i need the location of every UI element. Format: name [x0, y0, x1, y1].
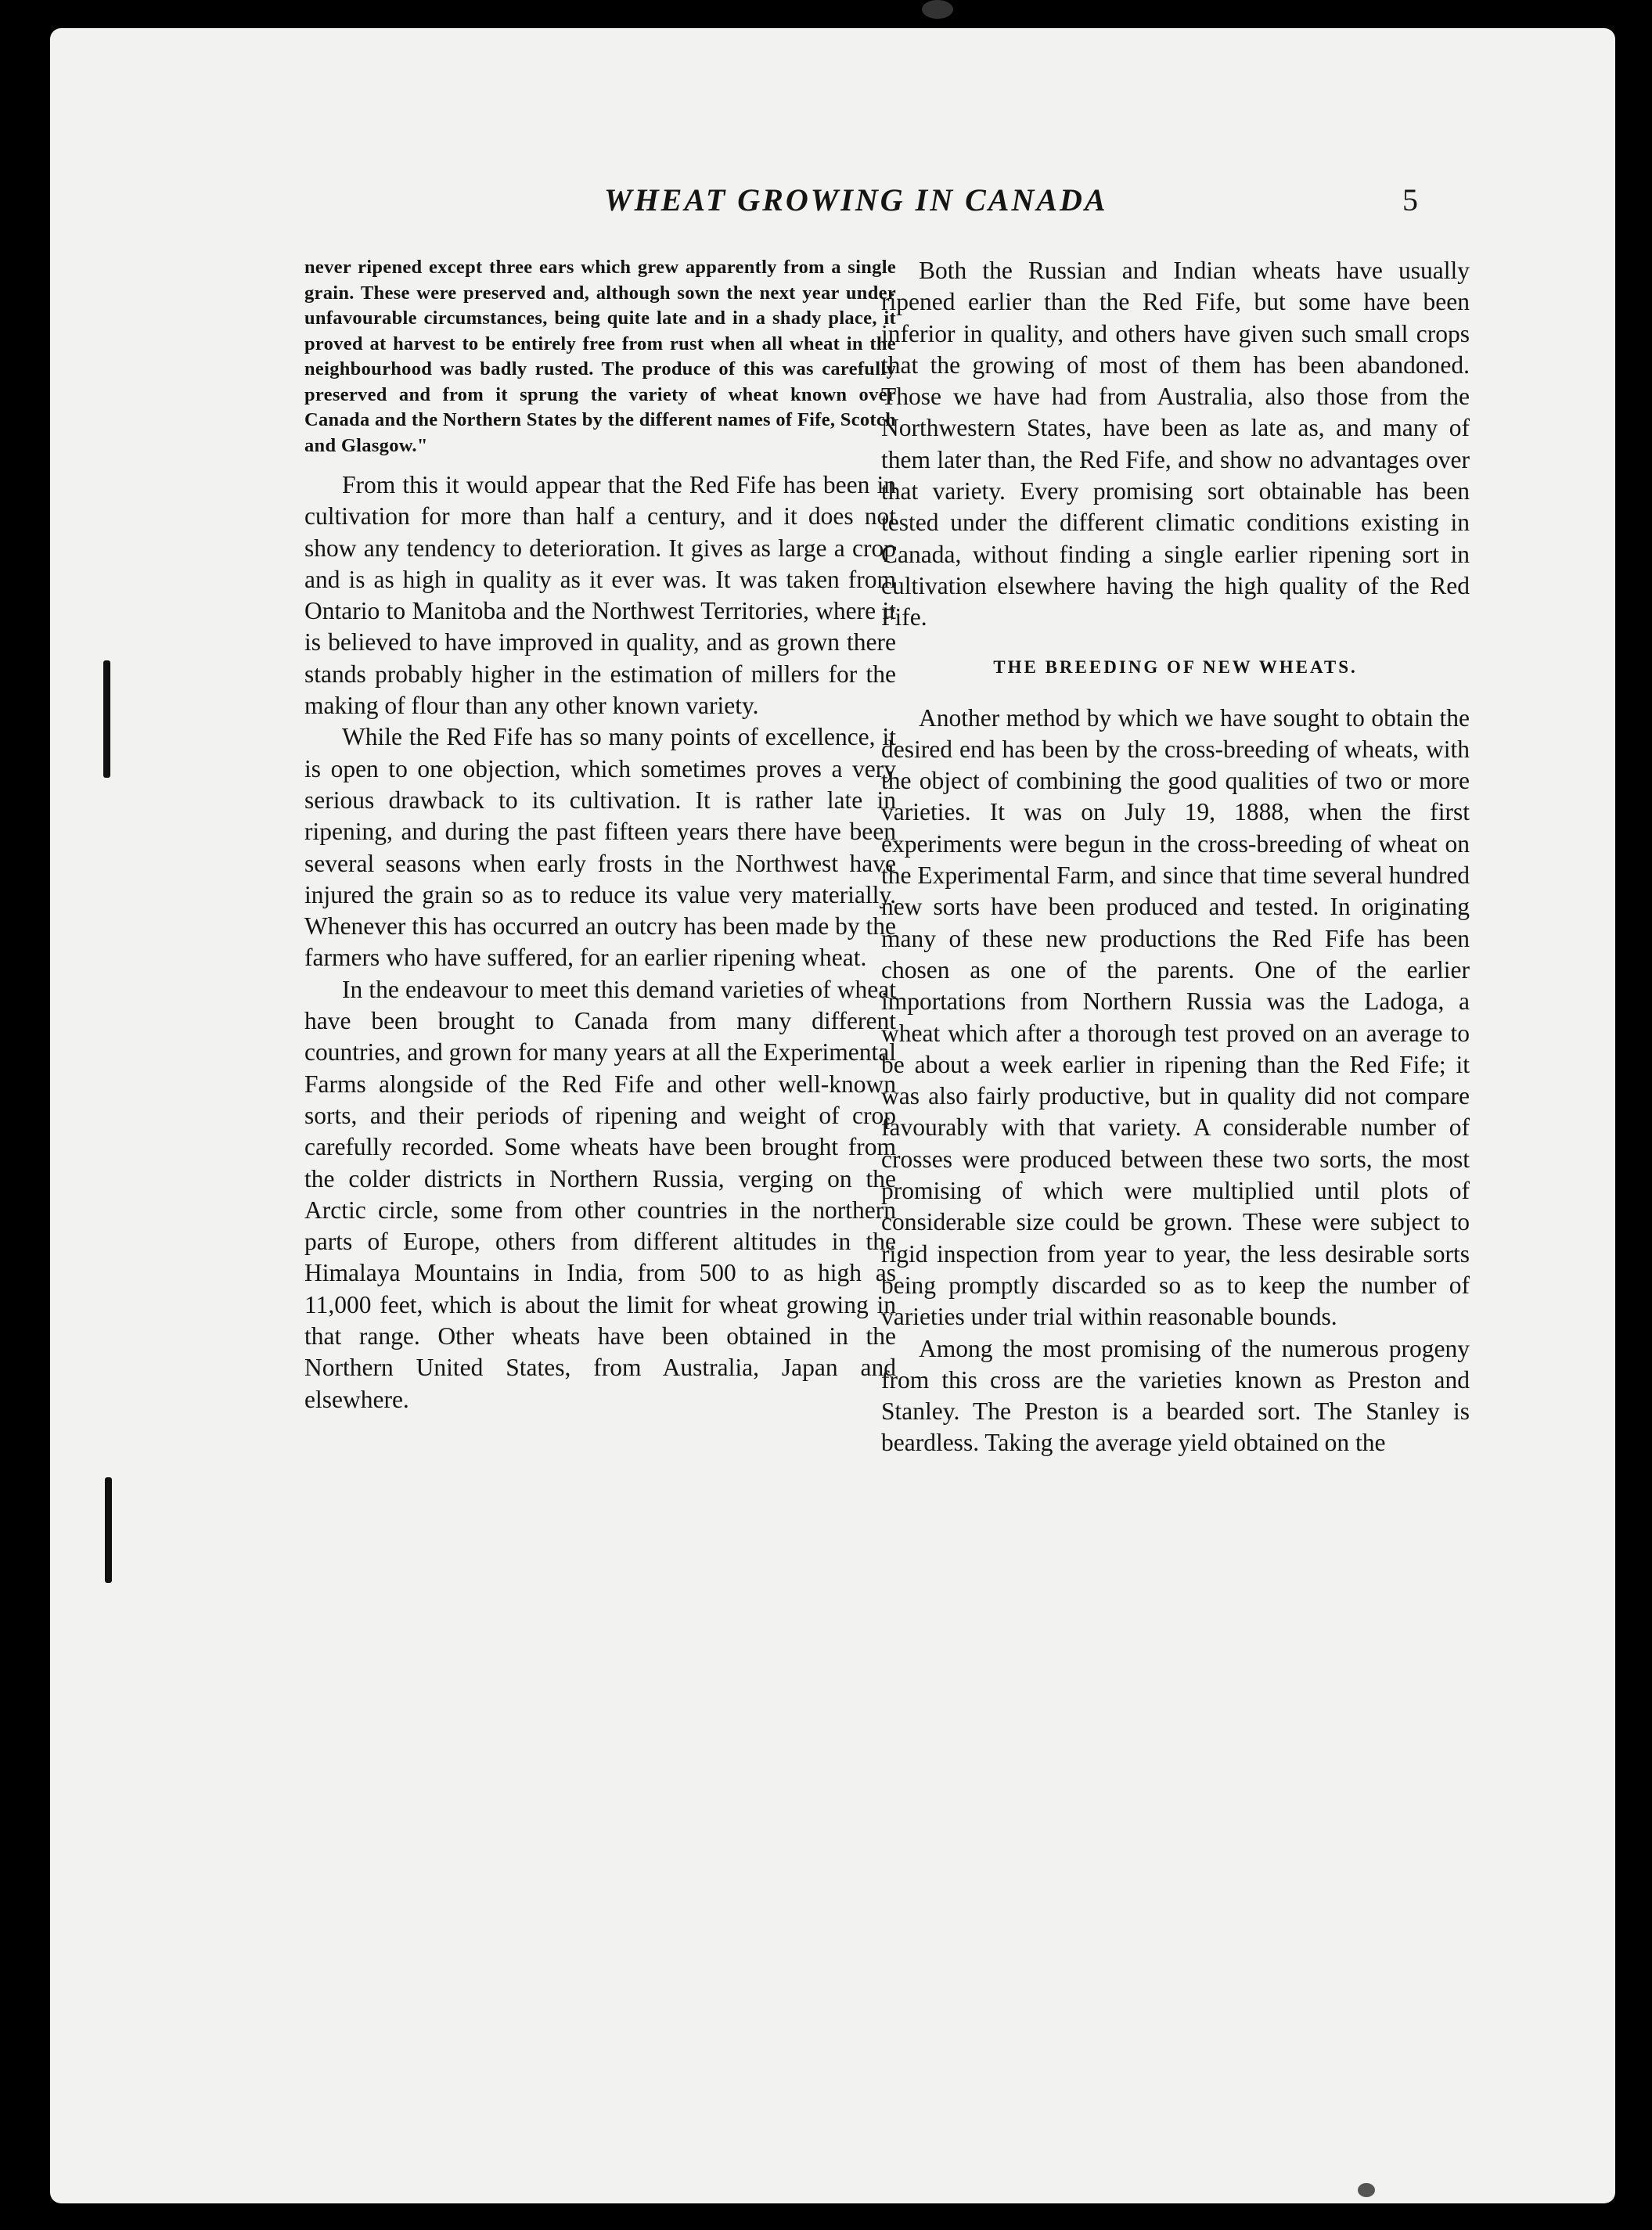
page-header — [50, 182, 1615, 228]
running-title: WHEAT GROWING IN CANADA — [604, 182, 1108, 218]
scan-artifact — [1358, 2183, 1375, 2197]
right-column — [881, 255, 1470, 1459]
paragraph: Another method by which we have sought to obtain the desired end has been by the cross-breeding of wheats, with the object of combining the good qualities of two or more varieties. It was on July 19, 1888, when the first experiments were begun in the cross-breeding of wheat on the Experimental Farm, and since that time several hundred new sorts have been produced and tested. In originating many of these new productions the Red Fife has been chosen as one of the parents. One of the earlier importations from Northern Russia was the Ladoga, a wheat which after a thorough test proved on an average to be about a week earlier in ripening than the Red Fife; it was also fairly productive, but in quality did not compare favourably with that variety. A considerable number of crosses were produced between these two sorts, the most promising of which were multiplied until plots of considerable size could be grown. These were subject to rigid inspection from year to year, the less desirable sorts being promptly discarded so as to keep the number of varieties under trial within reasonable bounds. — [881, 703, 1470, 1331]
paragraph: In the endeavour to meet this demand varieties of wheat have been brought to Canada from many different countries, and grown for many years at all the Experimental Farms alongside of the Red Fife and other well-known sorts, and their periods of ripening and weight of crop carefully recorded. Some wheats have been brought from the colder districts in Northern Russia, verging on the Arctic circle, some from other countries in the northern parts of Europe, others from different altitudes in the Himalaya Mountains in India, from 500 to as high as 11,000 feet, which is about the limit for wheat growing in that range. Other wheats have been obtained in the Northern United States, from Australia, Japan and elsewhere. — [304, 975, 896, 1413]
paragraph: From this it would appear that the Red Fife has been in cultivation for more than half a century, and it does not show any tendency to deterioration. It gives as large a crop and is as high in quality as it ever was. It was taken from Ontario to Manitoba and the Northwest Territories, where it is believed to have improved in quality, and as grown there stands probably higher in the estimation of millers for the making of flour than any other known variety. — [304, 471, 896, 720]
quoted-passage: never ripened except three ears which grew apparently from a single grain. These were preserved and, although sown the next year under unfavourable circumstances, being quite late and in a shady place, it proved at harvest to be entirely free from rust when all wheat in the neighbourhood was badly rusted. The produce of this was carefully preserved and from it sprung the variety of wheat known over Canada and the Northern States by the different names of Fife, Scotch and Glasgow." — [304, 257, 896, 456]
left-column — [304, 255, 896, 1415]
paragraph: Among the most promising of the numerous progeny from this cross are the varieties known as Preston and Stanley. The Preston is a bearded sort. The Stanley is beardless. Taking the average yield obtained on the — [881, 1334, 1470, 1457]
section-heading: THE BREEDING OF NEW WHEATS. — [993, 656, 1358, 677]
scanned-page — [50, 28, 1615, 2203]
scan-margin-mark — [105, 1477, 112, 1583]
scan-artifact — [922, 0, 953, 19]
page-number: 5 — [1402, 182, 1418, 218]
paragraph: While the Red Fife has so many points of excellence, it is open to one objection, which sometimes proves a very serious drawback to its cultivation. It is rather late in ripening, and during the past fifteen years there have been several seasons when early frosts in the Northwest have injured the grain so as to reduce its value very materially. Whenever this has occurred an outcry has been made by the farmers who have suffered, for an earlier ripening wheat. — [304, 723, 896, 972]
paragraph: Both the Russian and Indian wheats have usually ripened earlier than the Red Fife, but some have been inferior in quality, and others have given such small crops that the growing of most of them has been abandoned. Those we have had from Australia, also those from the Northwestern States, have been as late as, and many of them later than, the Red Fife, and show no advantages over that variety. Every promising sort obtainable has been tested under the different climatic conditions existing in Canada, without finding a single earlier ripening sort in cultivation elsewhere having the high quality of the Red Fife. — [881, 257, 1470, 631]
scan-margin-mark — [103, 660, 110, 778]
